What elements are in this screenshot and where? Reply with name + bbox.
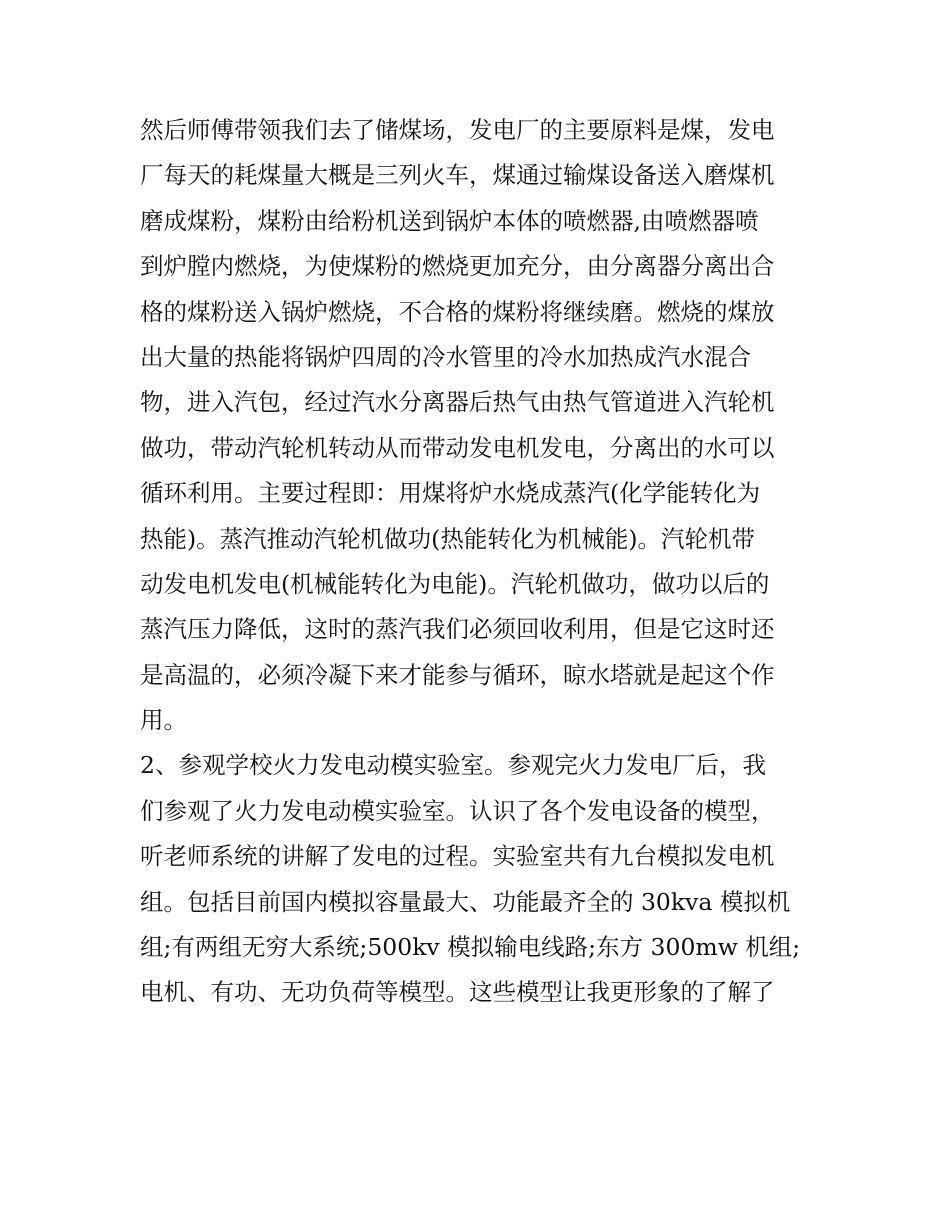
text-line: 是高温的，必须冷凝下来才能参与循环，晾水塔就是起这个作 <box>140 660 775 689</box>
text-line: 电机、有功、无功负荷等模型。这些模型让我更形象的了解了 <box>140 978 775 1007</box>
text-line: 厂每天的耗煤量大概是三列火车，煤通过输煤设备送入磨煤机 <box>140 161 775 190</box>
text-line: 到炉膛内燃烧，为使煤粉的燃烧更加充分，由分离器分离出合 <box>140 252 775 281</box>
text-line: 格的煤粉送入锅炉燃烧，不合格的煤粉将继续磨。燃烧的煤放 <box>140 297 775 326</box>
text-line: 动发电机发电(机械能转化为电能)。汽轮机做功，做功以后的 <box>140 569 770 598</box>
text-line: 们参观了火力发电动模实验室。认识了各个发电设备的模型， <box>140 796 775 825</box>
text-line: 磨成煤粉，煤粉由给粉机送到锅炉本体的喷燃器,由喷燃器喷 <box>140 206 759 235</box>
text-line: 2、参观学校火力发电动模实验室。参观完火力发电厂后，我 <box>140 751 766 780</box>
text-line: 热能)。蒸汽推动汽轮机做功(热能转化为机械能)。汽轮机带 <box>140 524 756 553</box>
text-line: 出大量的热能将锅炉四周的冷水管里的冷水加热成汽水混合 <box>140 342 751 371</box>
text-line: 用。 <box>140 706 187 735</box>
text-line: 循环利用。主要过程即：用煤将炉水烧成蒸汽(化学能转化为 <box>140 479 761 508</box>
text-line: 物，进入汽包，经过汽水分离器后热气由热气管道进入汽轮机 <box>140 388 775 417</box>
text-line: 蒸汽压力降低，这时的蒸汽我们必须回收利用，但是它这时还 <box>140 615 775 644</box>
body-text <box>140 108 820 1016</box>
text-line: 做功，带动汽轮机转动从而带动发电机发电，分离出的水可以 <box>140 433 775 462</box>
text-line: 听老师系统的讲解了发电的过程。实验室共有九台模拟发电机 <box>140 842 775 871</box>
text-line: 然后师傅带领我们去了储煤场，发电厂的主要原料是煤，发电 <box>140 116 775 144</box>
text-line: 组。包括目前国内模拟容量最大、功能最齐全的 30kva 模拟机 <box>140 887 791 916</box>
text-line: 组;有两组无穷大系统;500kv 模拟输电线路;东方 300mw 机组; <box>140 933 801 962</box>
